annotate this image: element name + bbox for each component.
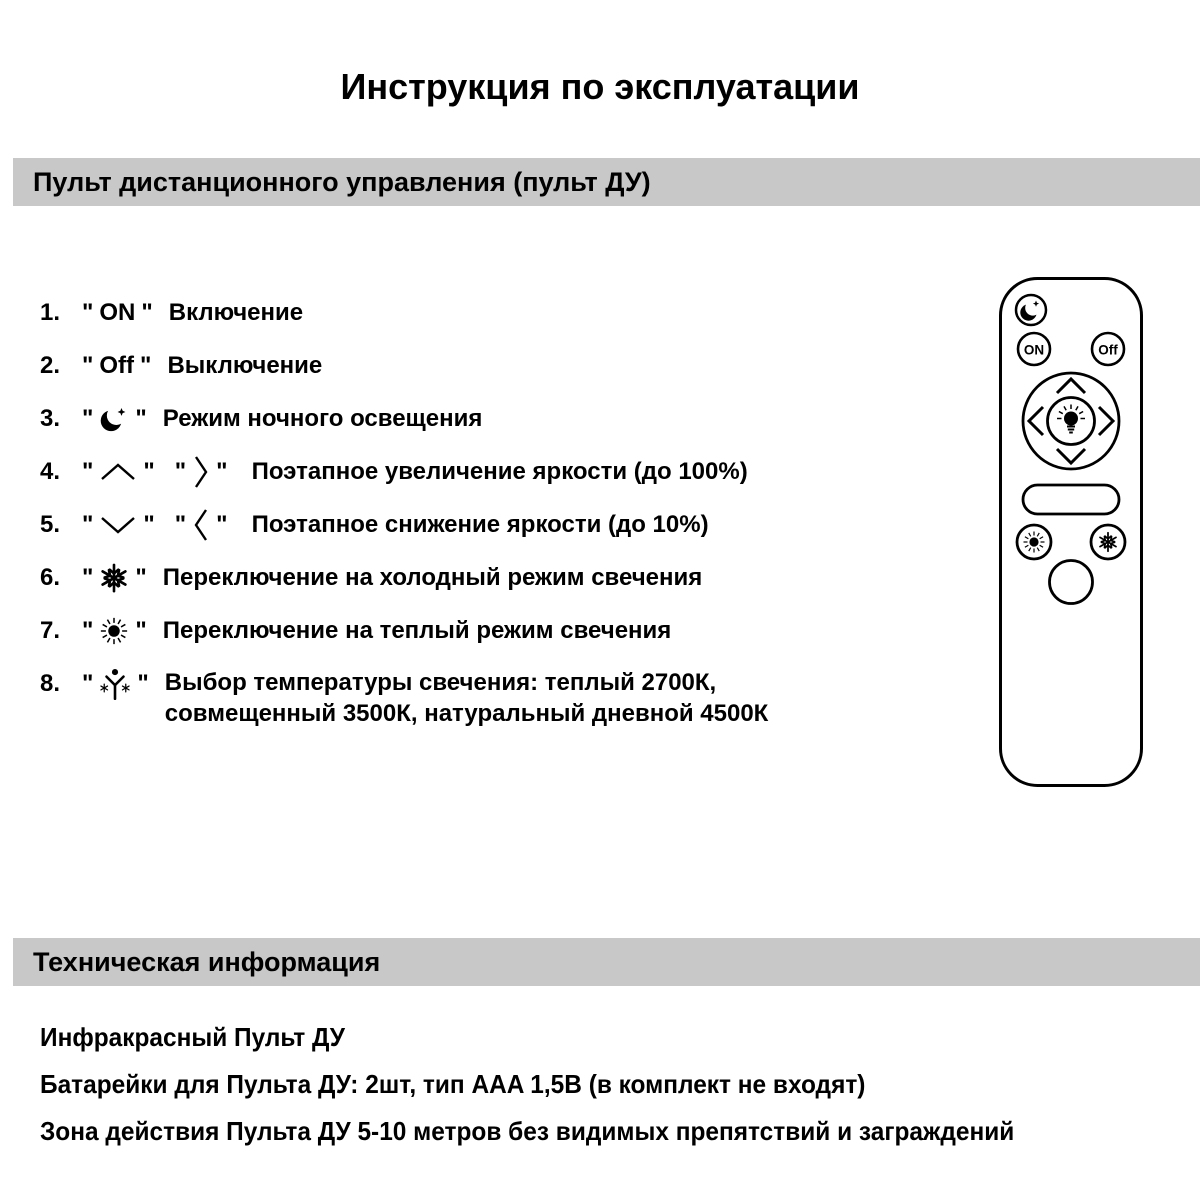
item-text: Включение bbox=[168, 299, 304, 326]
instruction-item-3 bbox=[40, 402, 768, 436]
quote-mark: " bbox=[82, 564, 94, 591]
tech-info-line: Инфракрасный Пульт ДУ bbox=[40, 1022, 345, 1052]
section-heading-tech-label: Техническая информация bbox=[33, 946, 381, 977]
quote-mark: " bbox=[82, 511, 94, 538]
item-text: Поэтапное увеличение яркости (до 100%) bbox=[251, 458, 748, 485]
item-number: 5. bbox=[40, 511, 61, 538]
quote-mark: " bbox=[82, 458, 94, 485]
item-number: 6. bbox=[40, 564, 61, 591]
off-label: Off bbox=[99, 352, 135, 379]
quote-mark: " bbox=[174, 458, 187, 485]
angle-bracket-right-icon bbox=[192, 454, 210, 490]
quote-mark: " bbox=[82, 352, 94, 379]
instruction-item-8 bbox=[40, 667, 768, 729]
quote-mark: " bbox=[143, 458, 155, 485]
item-text-block bbox=[165, 667, 769, 729]
sun-icon bbox=[99, 616, 129, 646]
section-heading-remote bbox=[13, 158, 1200, 206]
item-number: 8. bbox=[40, 670, 61, 697]
quote-mark: " bbox=[143, 511, 155, 538]
quote-mark: " bbox=[82, 617, 94, 644]
instruction-item-7 bbox=[40, 614, 768, 648]
page-title: Инструкция по эксплуатации bbox=[340, 66, 860, 107]
item-text-line1: Выбор температуры свечения: теплый 2700К, bbox=[164, 669, 717, 696]
svg-text:ON: ON bbox=[1023, 342, 1045, 358]
color-temperature-select-icon bbox=[99, 667, 131, 701]
item-number: 1. bbox=[40, 299, 61, 326]
quote-mark: " bbox=[82, 670, 94, 697]
quote-mark: " bbox=[82, 299, 94, 326]
crescent-moon-icon bbox=[99, 404, 129, 434]
quote-mark: " bbox=[140, 352, 152, 379]
instruction-item-2 bbox=[40, 349, 768, 383]
instruction-item-1 bbox=[40, 296, 768, 330]
item-text: Режим ночного освещения bbox=[162, 405, 483, 432]
quote-mark: " bbox=[216, 511, 228, 538]
quote-mark: " bbox=[141, 299, 153, 326]
instruction-list bbox=[40, 296, 768, 748]
item-text: Переключение на теплый режим свечения bbox=[162, 617, 672, 644]
quote-mark: " bbox=[82, 405, 94, 432]
item-text: Переключение на холодный режим свечения bbox=[162, 564, 703, 591]
quote-mark: " bbox=[135, 405, 147, 432]
svg-text:Off: Off bbox=[1098, 342, 1118, 358]
chevron-down-icon bbox=[99, 514, 137, 536]
snowflake-icon bbox=[99, 563, 129, 593]
tech-info-block bbox=[40, 1022, 1076, 1163]
item-number: 3. bbox=[40, 405, 61, 432]
instruction-item-4 bbox=[40, 455, 768, 489]
angle-bracket-left-icon bbox=[192, 507, 210, 543]
item-number: 4. bbox=[40, 458, 61, 485]
item-text-line2: совмещенный 3500К, натуральный дневной 4500К bbox=[164, 700, 769, 727]
quote-mark: " bbox=[135, 617, 147, 644]
instruction-item-5 bbox=[40, 508, 768, 542]
item-number: 2. bbox=[40, 352, 61, 379]
on-label: ON bbox=[99, 299, 136, 326]
quote-mark: " bbox=[137, 670, 149, 697]
remote-control-illustration bbox=[998, 276, 1144, 788]
tech-info-line: Зона действия Пульта ДУ 5-10 метров без видимых препятствий и заграждений bbox=[40, 1116, 1015, 1146]
section-heading-remote-label: Пульт дистанционного управления (пульт ДУ) bbox=[33, 166, 651, 197]
quote-mark: " bbox=[216, 458, 228, 485]
quote-mark: " bbox=[135, 564, 147, 591]
item-text: Поэтапное снижение яркости (до 10%) bbox=[251, 511, 709, 538]
tech-info-line: Батарейки для Пульта ДУ: 2шт, тип AAA 1,5В (в комплект не входят) bbox=[40, 1069, 866, 1099]
chevron-up-icon bbox=[99, 461, 137, 483]
item-text: Выключение bbox=[167, 352, 323, 379]
instruction-item-6 bbox=[40, 561, 768, 595]
quote-mark: " bbox=[174, 511, 187, 538]
item-number: 7. bbox=[40, 617, 61, 644]
section-heading-tech bbox=[13, 938, 1200, 986]
